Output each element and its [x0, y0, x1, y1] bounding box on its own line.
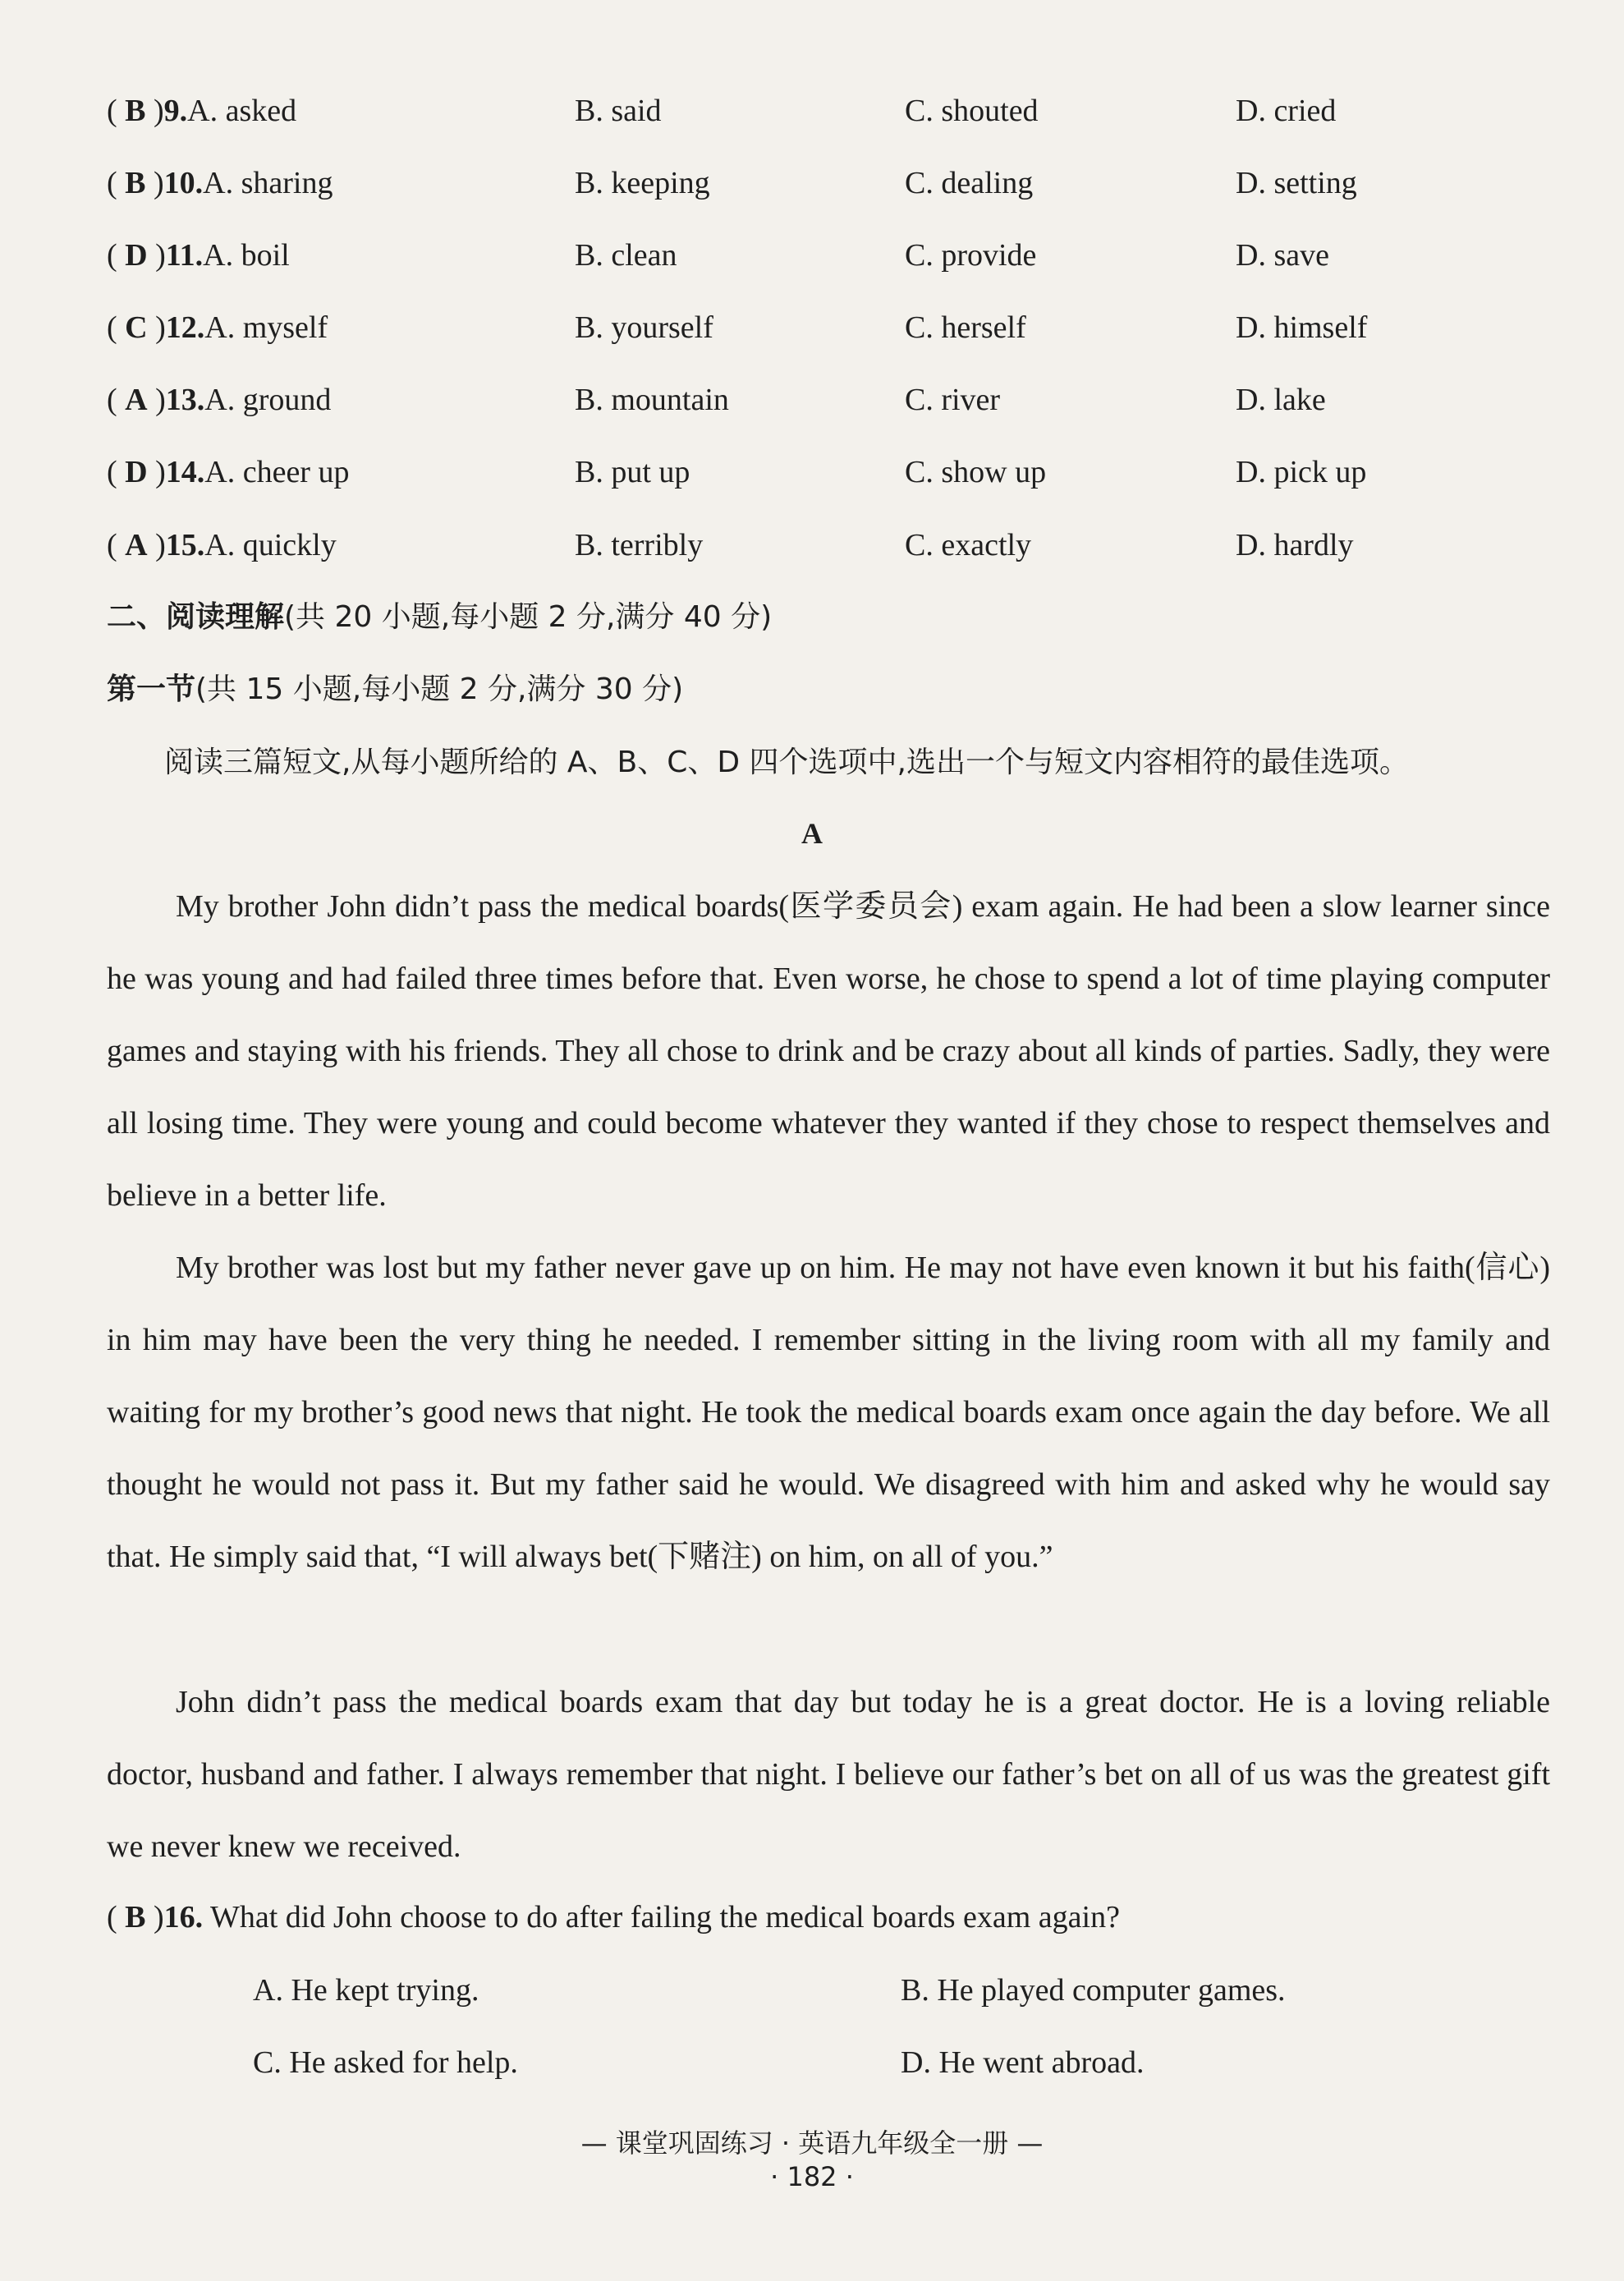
choice-row: ( D )14.A. cheer up B. put up C. show up D. pick up: [107, 447, 1552, 497]
page-number: · 182 ·: [770, 2161, 854, 2192]
answer-letter: C: [125, 310, 148, 345]
option-c: C. exactly: [905, 528, 1032, 562]
option-d: D. pick up: [1236, 455, 1367, 489]
option-c: C. shouted: [905, 94, 1039, 128]
question-number: 16.: [163, 1900, 204, 1934]
option-d: D. lake: [1236, 383, 1326, 417]
choice-row: ( C )12.A. myself B. yourself C. herself D. himself: [107, 303, 1552, 352]
section-title: 二、阅读理解: [107, 600, 285, 634]
option-c: C. provide: [905, 238, 1037, 273]
option-c: C. dealing: [905, 166, 1034, 200]
part-note: (共 15 小题,每小题 2 分,满分 30 分): [195, 672, 684, 706]
option-b: B. said: [575, 94, 662, 128]
question-number: 10.: [163, 166, 204, 200]
option-b: B. keeping: [575, 166, 710, 200]
footer-title: — 课堂巩固练习 · 英语九年级全一册 —: [580, 2127, 1044, 2159]
option-b: B. yourself: [575, 310, 713, 345]
option-b: B. clean: [575, 238, 677, 273]
option-d: D. setting: [1236, 166, 1357, 200]
choice-row: ( A )15.A. quickly B. terribly C. exactly D. hardly: [107, 521, 1552, 570]
option-a: A. quickly: [204, 528, 337, 562]
passage-paragraph: My brother John didn’t pass the medical boards(医学委员会) exam again. He had been a slow learner since he was young and had failed three times before that. Even worse, he chose to spend a lot of time playing computer games and staying with his friends. They all chose to drink and be crazy about all kinds of parties. Sadly, they were all losing time. They were young and could become whatever they wanted if they chose to respect themselves and believe in a better life.: [107, 889, 1550, 1213]
option-d: D. He went abroad.: [901, 2045, 1145, 2080]
choice-row: ( D )11.A. boil B. clean C. provide D. save: [107, 231, 1552, 280]
answer-letter: A: [125, 528, 148, 562]
answer-letter: A: [125, 383, 148, 417]
option-d: D. cried: [1236, 94, 1337, 128]
answer-letter: B: [125, 1900, 146, 1934]
answer-letter: B: [125, 94, 146, 128]
choice-row: ( A )13.A. ground B. mountain C. river D. lake: [107, 375, 1552, 425]
part-title: 第一节: [107, 672, 196, 706]
question-16: ( B )16. What did John choose to do after failing the medical boards exam again?: [107, 1900, 1120, 1934]
option-d: D. himself: [1236, 310, 1368, 345]
question-number: 11.: [165, 238, 204, 273]
option-b: B. put up: [575, 455, 690, 489]
question-number: 15.: [165, 528, 205, 562]
option-d: D. hardly: [1236, 528, 1354, 562]
option-a: A. sharing: [203, 166, 333, 200]
section-heading: [107, 593, 772, 642]
option-c: C. herself: [905, 310, 1026, 345]
answer-letter: D: [125, 238, 148, 273]
option-b: B. terribly: [575, 528, 704, 562]
part-heading: [107, 665, 683, 714]
question-text: What did John choose to do after failing the medical boards exam again?: [210, 1900, 1120, 1934]
option-c: C. river: [905, 383, 1001, 417]
option-c: C. He asked for help.: [253, 2045, 518, 2080]
option-a: A. asked: [187, 94, 297, 128]
answer-letter: B: [125, 166, 146, 200]
option-a: A. boil: [203, 238, 290, 273]
question-number: 14.: [165, 455, 205, 489]
question-number: 13.: [165, 383, 205, 417]
instruction-text: 阅读三篇短文,从每小题所给的 A、B、C、D 四个选项中,选出一个与短文内容相符的最佳选项。: [164, 746, 1409, 779]
choice-row: ( B )9.A. asked B. said C. shouted D. cried: [107, 86, 1552, 135]
choice-row: ( B )10.A. sharing B. keeping C. dealing D. setting: [107, 158, 1552, 208]
option-b: B. mountain: [575, 383, 729, 417]
option-c: C. show up: [905, 455, 1047, 489]
option-b: B. He played computer games.: [901, 1973, 1286, 2008]
option-a: A. ground: [204, 383, 332, 417]
passage-title: A: [801, 817, 823, 850]
option-a: A. cheer up: [204, 455, 350, 489]
option-d: D. save: [1236, 238, 1329, 273]
question-number: 12.: [165, 310, 205, 345]
option-a: A. myself: [204, 310, 328, 345]
passage-paragraph: John didn’t pass the medical boards exam that day but today he is a great doctor. He is a loving reliable doctor, husband and father. I always remember that night. I believe our father’s bet on all of us was the greatest gift we never knew we received.: [107, 1685, 1550, 1864]
question-number: 9.: [163, 94, 188, 128]
option-a: A. He kept trying.: [253, 1973, 479, 2008]
answer-letter: D: [125, 455, 148, 489]
section-note: (共 20 小题,每小题 2 分,满分 40 分): [284, 600, 773, 634]
passage-paragraph: My brother was lost but my father never gave up on him. He may not have even known it but his faith(信心) in him may have been the very thing he needed. I remember sitting in the living room with all my family and waiting for my brother’s good news that night. He took the medical boards exam once again the day before. We all thought he would not pass it. But my father said he would. We disagreed with him and asked why he would say that. He simply said that, “I will always bet(下赌注) on him, on all of you.”: [107, 1251, 1550, 1574]
